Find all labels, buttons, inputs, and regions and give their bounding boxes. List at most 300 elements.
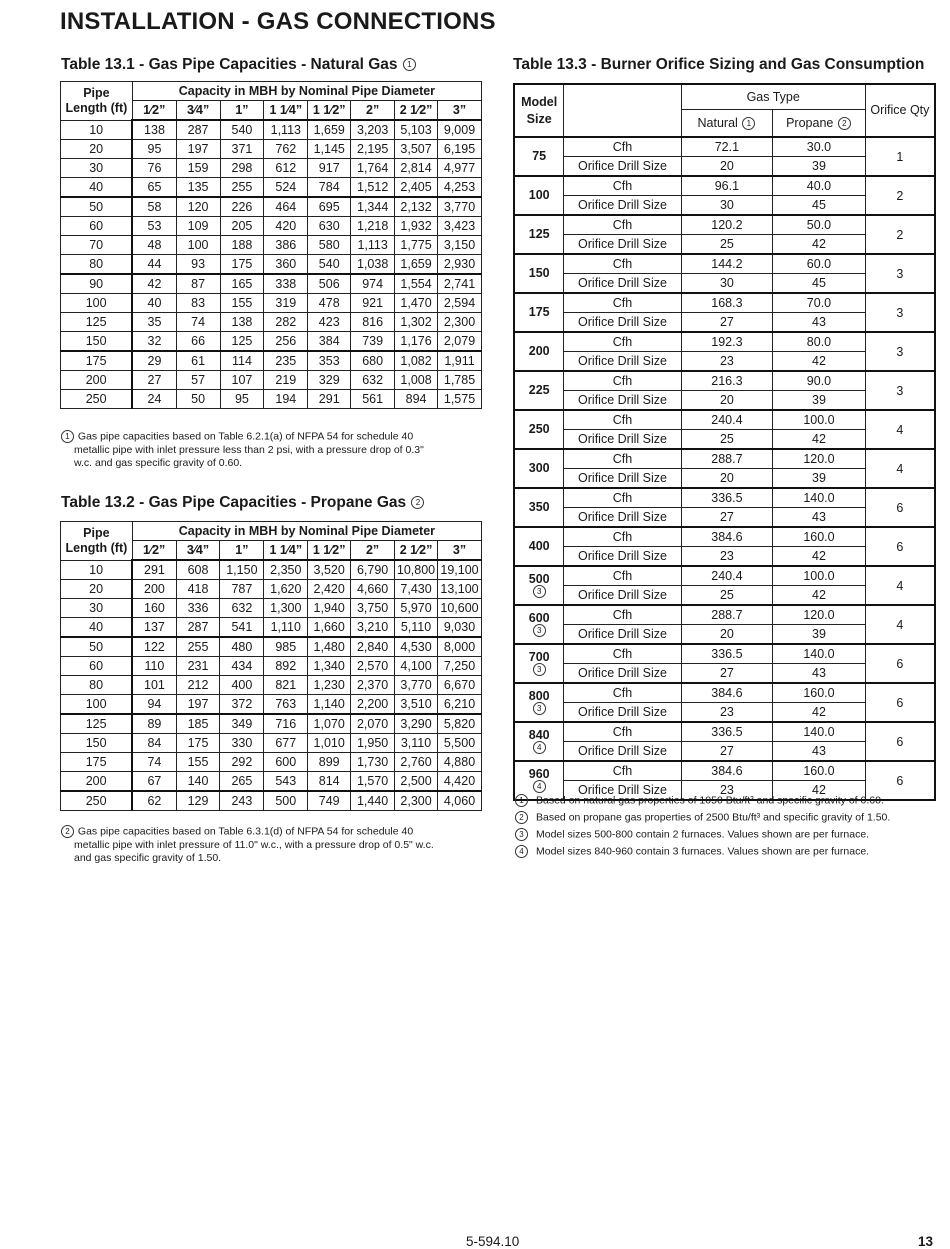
footnote-number — [514, 845, 536, 858]
capacity-cell: 1,218 — [351, 217, 395, 236]
cfh-propane: 160.0 — [773, 761, 866, 781]
capacity-cell: 205 — [220, 217, 264, 236]
table-row — [514, 254, 935, 274]
pipe-length-cell: 125 — [61, 313, 133, 332]
drill-natural: 27 — [681, 313, 773, 333]
model-size-cell — [514, 488, 564, 527]
footnote — [514, 828, 869, 841]
capacity-cell: 1,659 — [395, 255, 438, 275]
table-row — [61, 637, 482, 657]
cfh-natural: 384.6 — [681, 527, 773, 547]
capacity-cell: 27 — [132, 371, 176, 390]
table-13-1-note — [60, 430, 490, 471]
capacity-cell: 4,060 — [438, 791, 482, 811]
capacity-cell: 125 — [220, 332, 264, 352]
table-row — [514, 527, 935, 547]
capacity-cell: 3,507 — [395, 140, 438, 159]
capacity-cell: 2,200 — [351, 695, 395, 715]
cfh-natural: 288.7 — [681, 605, 773, 625]
cfh-natural: 384.6 — [681, 761, 773, 781]
model-size: 150 — [528, 266, 550, 280]
drill-natural: 27 — [681, 508, 773, 528]
capacity-header: Capacity in MBH by Nominal Pipe Diameter — [132, 82, 481, 101]
propane-gas-pipe-table — [60, 521, 482, 811]
capacity-cell: 10,800 — [395, 560, 438, 580]
pipe-length-cell: 70 — [61, 236, 133, 255]
capacity-cell: 185 — [176, 714, 220, 734]
orifice-qty: 3 — [865, 332, 935, 371]
capacity-cell: 4,253 — [438, 178, 482, 198]
pipe-size-header: 2 1⁄2” — [395, 101, 438, 121]
capacity-cell: 1,176 — [395, 332, 438, 352]
capacity-cell: 2,370 — [351, 676, 395, 695]
capacity-cell: 160 — [132, 599, 176, 618]
cfh-label: Cfh — [564, 371, 681, 391]
capacity-cell: 6,790 — [351, 560, 395, 580]
gas-type-header: Gas Type — [681, 84, 865, 110]
model-note — [515, 585, 563, 598]
model-size-cell — [514, 722, 564, 761]
cfh-propane: 50.0 — [773, 215, 866, 235]
footnote-mark: 2 — [515, 811, 528, 824]
capacity-cell: 1,038 — [351, 255, 395, 275]
pipe-size-header: 1 1⁄4” — [264, 541, 308, 561]
drill-size-label: Orifice Drill Size — [564, 469, 681, 489]
capacity-cell: 8,000 — [438, 637, 482, 657]
capacity-cell: 197 — [176, 695, 220, 715]
capacity-cell: 212 — [176, 676, 220, 695]
drill-propane: 43 — [773, 664, 866, 684]
capacity-cell: 53 — [132, 217, 176, 236]
model-size: 250 — [528, 422, 550, 436]
table-row — [61, 332, 482, 352]
table-row — [61, 714, 482, 734]
orifice-qty: 4 — [865, 410, 935, 449]
capacity-cell: 3,750 — [351, 599, 395, 618]
capacity-cell: 2,079 — [438, 332, 482, 352]
capacity-cell: 226 — [220, 197, 264, 217]
drill-size-label: Orifice Drill Size — [564, 547, 681, 567]
drill-propane: 39 — [773, 625, 866, 645]
capacity-cell: 291 — [132, 560, 176, 580]
table-13-3-title: Table 13.3 - Burner Orifice Sizing and Gas Consumption — [513, 56, 925, 73]
table-row — [61, 390, 482, 409]
capacity-cell: 1,764 — [351, 159, 395, 178]
capacity-cell: 371 — [220, 140, 264, 159]
cfh-label: Cfh — [564, 488, 681, 508]
pipe-length-cell: 40 — [61, 618, 133, 638]
capacity-cell: 899 — [308, 753, 351, 772]
cfh-natural: 168.3 — [681, 293, 773, 313]
cfh-label: Cfh — [564, 254, 681, 274]
capacity-cell: 100 — [176, 236, 220, 255]
drill-propane: 43 — [773, 508, 866, 528]
pipe-size-header: 1⁄2” — [132, 101, 176, 121]
footnote-number — [514, 811, 536, 824]
document-code: 5-594.10 — [466, 1234, 520, 1249]
drill-size-label: Orifice Drill Size — [564, 313, 681, 333]
drill-size-label: Orifice Drill Size — [564, 430, 681, 450]
propane-header — [773, 110, 866, 138]
capacity-cell: 4,420 — [438, 772, 482, 792]
pipe-length-cell: 10 — [61, 560, 133, 580]
table-row — [61, 313, 482, 332]
capacity-cell: 386 — [264, 236, 308, 255]
model-size: 500 — [528, 571, 550, 586]
capacity-cell: 3,520 — [308, 560, 351, 580]
footnote-mark: 3 — [533, 702, 546, 715]
cfh-label: Cfh — [564, 566, 681, 586]
cfh-label: Cfh — [564, 332, 681, 352]
drill-propane: 43 — [773, 742, 866, 762]
table-row — [514, 488, 935, 508]
cfh-label: Cfh — [564, 527, 681, 547]
capacity-cell: 338 — [264, 274, 308, 294]
drill-natural: 20 — [681, 157, 773, 177]
drill-size-label: Orifice Drill Size — [564, 391, 681, 411]
footnote-number — [514, 794, 536, 807]
capacity-cell: 42 — [132, 274, 176, 294]
cfh-label: Cfh — [564, 293, 681, 313]
capacity-cell: 255 — [220, 178, 264, 198]
table-row — [514, 644, 935, 664]
model-note — [515, 624, 563, 637]
pipe-length-cell: 250 — [61, 390, 133, 409]
capacity-cell: 4,100 — [395, 657, 438, 676]
drill-natural: 20 — [681, 469, 773, 489]
model-size: 960 — [528, 766, 550, 781]
drill-size-label: Orifice Drill Size — [564, 274, 681, 294]
cfh-propane: 120.0 — [773, 449, 866, 469]
capacity-cell: 420 — [264, 217, 308, 236]
pipe-length-cell: 175 — [61, 753, 133, 772]
model-size: 125 — [528, 227, 550, 241]
pipe-size-header: 1 1⁄4” — [264, 101, 308, 121]
capacity-cell: 1,010 — [308, 734, 351, 753]
pipe-length-cell: 250 — [61, 791, 133, 811]
note-text: w.c. and gas specific gravity of 0.60. — [74, 457, 243, 470]
capacity-cell: 83 — [176, 294, 220, 313]
orifice-qty: 6 — [865, 644, 935, 683]
capacity-cell: 95 — [132, 140, 176, 159]
cfh-natural: 384.6 — [681, 683, 773, 703]
natural-header-text: Natural — [697, 116, 738, 130]
orifice-qty: 6 — [865, 527, 935, 566]
capacity-cell: 93 — [176, 255, 220, 275]
note-text: metallic pipe with inlet pressure less than 2 psi, with a pressure drop of 0.3" — [74, 443, 424, 456]
capacity-cell: 1,145 — [308, 140, 351, 159]
table-row — [61, 753, 482, 772]
capacity-cell: 478 — [308, 294, 351, 313]
capacity-cell: 917 — [308, 159, 351, 178]
capacity-cell: 7,430 — [395, 580, 438, 599]
capacity-cell: 6,195 — [438, 140, 482, 159]
drill-size-label: Orifice Drill Size — [564, 196, 681, 216]
pipe-size-header: 3” — [438, 101, 482, 121]
capacity-cell: 2,814 — [395, 159, 438, 178]
capacity-cell: 57 — [176, 371, 220, 390]
capacity-cell: 3,203 — [351, 120, 395, 140]
capacity-cell: 255 — [176, 637, 220, 657]
model-size: 400 — [528, 539, 550, 553]
pipe-length-cell: 125 — [61, 714, 133, 734]
capacity-header: Capacity in MBH by Nominal Pipe Diameter — [132, 522, 481, 541]
capacity-cell: 384 — [308, 332, 351, 352]
capacity-cell: 5,110 — [395, 618, 438, 638]
pipe-size-header: 1⁄2” — [132, 541, 176, 561]
footnote-text: Model sizes 840-960 contain 3 furnaces. Values shown are per furnace. — [536, 845, 870, 858]
footnote-mark: 1 — [61, 430, 74, 443]
capacity-cell: 3,770 — [395, 676, 438, 695]
capacity-cell: 120 — [176, 197, 220, 217]
pipe-length-cell: 100 — [61, 695, 133, 715]
model-size: 200 — [528, 344, 550, 358]
capacity-cell: 243 — [220, 791, 264, 811]
model-size-cell — [514, 215, 564, 254]
capacity-cell: 74 — [176, 313, 220, 332]
orifice-qty: 1 — [865, 137, 935, 176]
footnote — [514, 811, 890, 824]
pipe-size-header: 2 1⁄2” — [395, 541, 438, 561]
orifice-qty: 4 — [865, 605, 935, 644]
capacity-cell: 231 — [176, 657, 220, 676]
capacity-cell: 137 — [132, 618, 176, 638]
drill-propane: 42 — [773, 547, 866, 567]
capacity-cell: 110 — [132, 657, 176, 676]
model-size-cell — [514, 176, 564, 215]
drill-propane: 39 — [773, 157, 866, 177]
table-row — [61, 255, 482, 275]
capacity-cell: 762 — [264, 140, 308, 159]
capacity-cell: 87 — [176, 274, 220, 294]
table-row — [61, 734, 482, 753]
model-size-cell — [514, 293, 564, 332]
capacity-cell: 67 — [132, 772, 176, 792]
capacity-cell: 282 — [264, 313, 308, 332]
model-size: 800 — [528, 688, 550, 703]
capacity-cell: 319 — [264, 294, 308, 313]
drill-natural: 25 — [681, 586, 773, 606]
cfh-label: Cfh — [564, 644, 681, 664]
pipe-length-header: Pipe Length (ft) — [61, 82, 133, 121]
capacity-cell: 540 — [308, 255, 351, 275]
footnote — [514, 845, 869, 858]
capacity-cell: 200 — [132, 580, 176, 599]
cfh-label: Cfh — [564, 176, 681, 196]
capacity-cell: 464 — [264, 197, 308, 217]
pipe-length-cell: 50 — [61, 637, 133, 657]
capacity-cell: 2,300 — [438, 313, 482, 332]
cfh-propane: 40.0 — [773, 176, 866, 196]
footnote-mark: 3 — [533, 624, 546, 637]
capacity-cell: 219 — [264, 371, 308, 390]
cfh-natural: 336.5 — [681, 722, 773, 742]
cfh-propane: 80.0 — [773, 332, 866, 352]
capacity-cell: 1,113 — [264, 120, 308, 140]
table-row — [61, 351, 482, 371]
capacity-cell: 94 — [132, 695, 176, 715]
orifice-qty: 3 — [865, 293, 935, 332]
capacity-cell: 1,070 — [308, 714, 351, 734]
capacity-cell: 423 — [308, 313, 351, 332]
footnote-mark: 2 — [61, 825, 74, 838]
blank-header — [564, 84, 681, 137]
model-size-cell — [514, 644, 564, 683]
cfh-natural: 96.1 — [681, 176, 773, 196]
capacity-cell: 1,659 — [308, 120, 351, 140]
drill-propane: 42 — [773, 352, 866, 372]
note-line — [60, 444, 490, 458]
capacity-cell: 434 — [220, 657, 264, 676]
drill-propane: 42 — [773, 235, 866, 255]
table-row — [61, 791, 482, 811]
capacity-cell: 155 — [176, 753, 220, 772]
capacity-cell: 1,344 — [351, 197, 395, 217]
model-size-cell — [514, 683, 564, 722]
footnote-number — [514, 828, 536, 841]
capacity-cell: 13,100 — [438, 580, 482, 599]
capacity-cell: 84 — [132, 734, 176, 753]
pipe-length-cell: 80 — [61, 676, 133, 695]
cfh-propane: 30.0 — [773, 137, 866, 157]
capacity-cell: 19,100 — [438, 560, 482, 580]
model-size-cell — [514, 254, 564, 293]
pipe-size-header: 1” — [220, 101, 264, 121]
capacity-cell: 541 — [220, 618, 264, 638]
capacity-cell: 3,770 — [438, 197, 482, 217]
capacity-cell: 2,930 — [438, 255, 482, 275]
capacity-cell: 1,082 — [395, 351, 438, 371]
table-row — [514, 722, 935, 742]
table-row — [61, 120, 482, 140]
capacity-cell: 600 — [264, 753, 308, 772]
capacity-cell: 1,470 — [395, 294, 438, 313]
capacity-cell: 65 — [132, 178, 176, 198]
note-text: and gas specific gravity of 1.50. — [74, 852, 222, 865]
orifice-qty: 3 — [865, 254, 935, 293]
drill-natural: 23 — [681, 352, 773, 372]
pipe-length-cell: 10 — [61, 120, 133, 140]
capacity-cell: 2,350 — [264, 560, 308, 580]
capacity-cell: 175 — [176, 734, 220, 753]
cfh-label: Cfh — [564, 449, 681, 469]
capacity-cell: 1,480 — [308, 637, 351, 657]
cfh-natural: 216.3 — [681, 371, 773, 391]
footnote-text: Based on natural gas properties of 1050 Btu/ft³ and specific gravity of 0.60. — [536, 794, 884, 807]
capacity-cell: 1,340 — [308, 657, 351, 676]
capacity-cell: 2,420 — [308, 580, 351, 599]
drill-natural: 25 — [681, 235, 773, 255]
table-row — [514, 410, 935, 430]
capacity-cell: 58 — [132, 197, 176, 217]
table-row — [514, 605, 935, 625]
capacity-cell: 1,660 — [308, 618, 351, 638]
capacity-cell: 298 — [220, 159, 264, 178]
drill-natural: 30 — [681, 274, 773, 294]
capacity-cell: 1,113 — [351, 236, 395, 255]
capacity-cell: 360 — [264, 255, 308, 275]
capacity-cell: 265 — [220, 772, 264, 792]
drill-size-label: Orifice Drill Size — [564, 157, 681, 177]
orifice-qty: 6 — [865, 761, 935, 800]
cfh-propane: 140.0 — [773, 488, 866, 508]
cfh-propane: 100.0 — [773, 566, 866, 586]
model-note — [515, 663, 563, 676]
capacity-cell: 5,970 — [395, 599, 438, 618]
pipe-length-cell: 150 — [61, 734, 133, 753]
pipe-length-cell: 50 — [61, 197, 133, 217]
cfh-label: Cfh — [564, 215, 681, 235]
drill-propane: 42 — [773, 586, 866, 606]
orifice-qty: 6 — [865, 488, 935, 527]
model-size: 700 — [528, 649, 550, 664]
capacity-cell: 48 — [132, 236, 176, 255]
capacity-cell: 632 — [220, 599, 264, 618]
drill-size-label: Orifice Drill Size — [564, 703, 681, 723]
pipe-size-header: 1” — [220, 541, 264, 561]
cfh-label: Cfh — [564, 722, 681, 742]
capacity-cell: 540 — [220, 120, 264, 140]
capacity-cell: 2,500 — [395, 772, 438, 792]
capacity-cell: 140 — [176, 772, 220, 792]
table-13-1-title-text: Table 13.1 - Gas Pipe Capacities - Natural Gas — [61, 56, 398, 73]
note-text: Gas pipe capacities based on Table 6.2.1(a) of NFPA 54 for schedule 40 — [77, 430, 414, 443]
model-size: 75 — [532, 149, 547, 163]
capacity-cell: 821 — [264, 676, 308, 695]
model-note — [515, 741, 563, 754]
drill-size-label: Orifice Drill Size — [564, 742, 681, 762]
capacity-cell: 974 — [351, 274, 395, 294]
pipe-length-cell: 40 — [61, 178, 133, 198]
capacity-cell: 2,132 — [395, 197, 438, 217]
capacity-cell: 155 — [220, 294, 264, 313]
table-row — [61, 657, 482, 676]
capacity-cell: 4,880 — [438, 753, 482, 772]
model-size: 300 — [528, 461, 550, 475]
capacity-cell: 66 — [176, 332, 220, 352]
cfh-propane: 100.0 — [773, 410, 866, 430]
capacity-cell: 2,405 — [395, 178, 438, 198]
pipe-length-header: Pipe Length (ft) — [61, 522, 133, 561]
note-line — [60, 430, 490, 444]
table-row — [61, 676, 482, 695]
capacity-cell: 24 — [132, 390, 176, 409]
capacity-cell: 74 — [132, 753, 176, 772]
capacity-cell: 3,150 — [438, 236, 482, 255]
drill-natural: 20 — [681, 625, 773, 645]
table-row — [61, 772, 482, 792]
drill-size-label: Orifice Drill Size — [564, 235, 681, 255]
capacity-cell: 1,785 — [438, 371, 482, 390]
drill-natural: 27 — [681, 742, 773, 762]
capacity-cell: 330 — [220, 734, 264, 753]
table-row — [61, 140, 482, 159]
footnote-mark: 1 — [515, 794, 528, 807]
pipe-length-cell: 150 — [61, 332, 133, 352]
capacity-cell: 9,009 — [438, 120, 482, 140]
page-title: INSTALLATION - GAS CONNECTIONS — [60, 8, 496, 35]
capacity-cell: 188 — [220, 236, 264, 255]
drill-propane: 43 — [773, 313, 866, 333]
table-row — [514, 137, 935, 157]
table-row — [514, 215, 935, 235]
pipe-size-header: 1 1⁄2” — [308, 541, 351, 561]
footnote-mark: 2 — [411, 496, 424, 509]
capacity-cell: 40 — [132, 294, 176, 313]
capacity-cell: 32 — [132, 332, 176, 352]
table-row — [61, 294, 482, 313]
drill-propane: 42 — [773, 781, 866, 801]
